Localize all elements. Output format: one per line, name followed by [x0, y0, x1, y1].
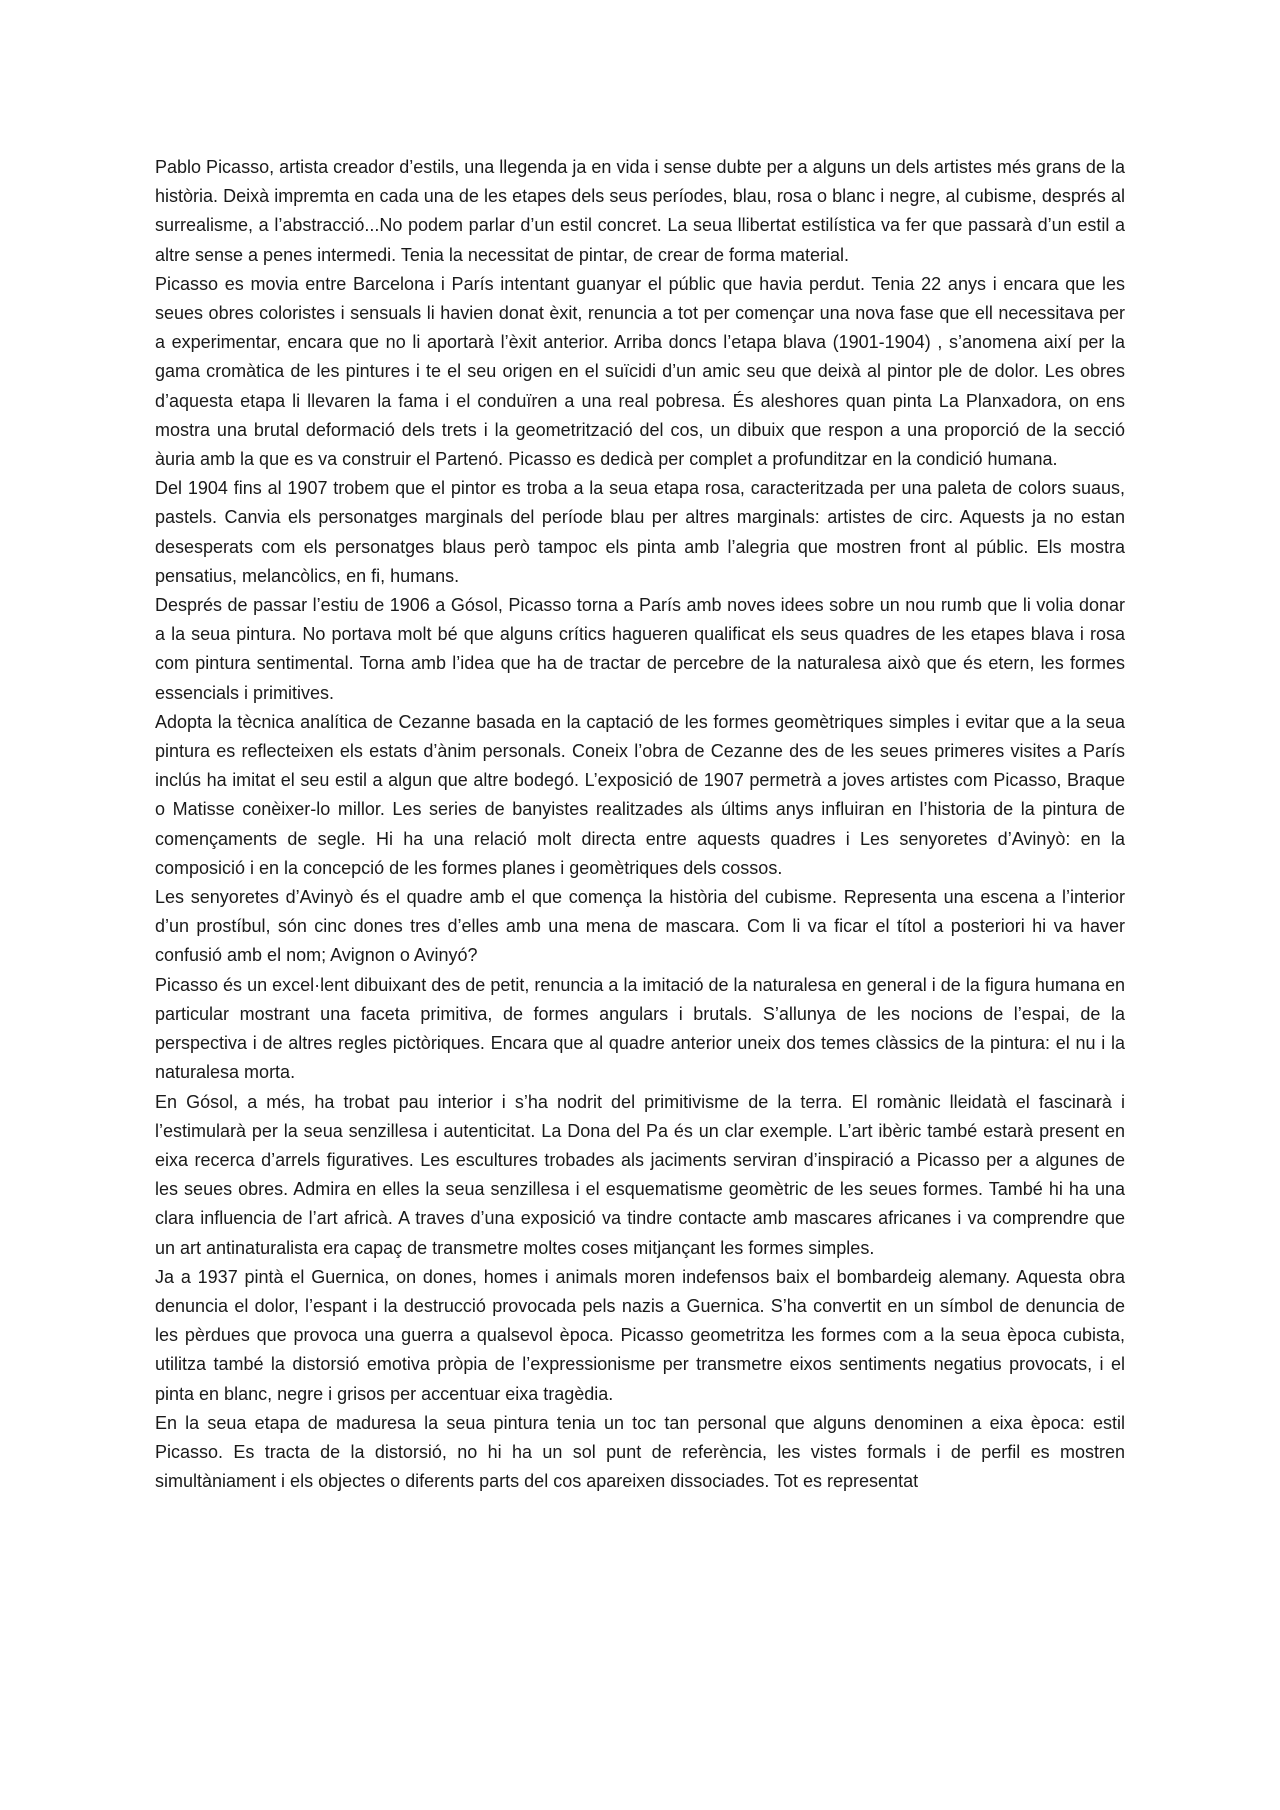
paragraph-intro: Pablo Picasso, artista creador d’estils, una llegenda ja en vida i sense dubte per a alguns un dels artistes més grans de la història. Deixà impremta en cada una de les etapes dels seus períodes, blau, rosa o blanc i negre, al cubisme, després al surrealisme, a l’abstracció...No podem parlar d’un estil concret. La seua llibertat estilística va fer que passarà d’un estil a altre sense a penes intermedi. Tenia la necessitat de pintar, de crear de forma material.: [155, 157, 1125, 265]
paragraph-gosol: Després de passar l’estiu de 1906 a Gósol, Picasso torna a París amb noves idees sobre un nou rumb que li volia donar a la seua pintura. No portava molt bé que alguns crítics hagueren qualificat els seus quadres de les etapes blava i rosa com pintura sentimental. Torna amb l’idea que ha de tractar de percebre de la naturalesa això que és etern, les formes essencials i primitives.: [155, 595, 1125, 703]
paragraph-cezanne: Adopta la tècnica analítica de Cezanne basada en la captació de les formes geomètriques simples i evitar que a la seua pintura es reflecteixen els estats d’ànim personals. Coneix l’obra de Cezanne des de les seues primeres visites a París inclús ha imitat el seu estil a algun que altre bodegó. L’exposició de 1907 permetrà a joves artistes com Picasso, Braque o Matisse conèixer-lo millor. Les series de banyistes realitzades als últims anys influiran en l’historia de la pintura de començaments de segle. Hi ha una relació molt directa entre aquests quadres i Les senyoretes d’Avinyò: en la composició i en la concepció de les formes planes i geomètriques dels cossos.: [155, 711, 1125, 878]
paragraph-maturity: En la seua etapa de maduresa la seua pintura tenia un toc tan personal que alguns denominen a eixa època: estil Picasso. Es tracta de la distorsió, no hi ha un sol punt de referència, les vistes formals i de perfil es mostren simultàniament i els objectes o diferents parts del cos apareixen dissociades. Tot es representat: [155, 1412, 1125, 1492]
document-body: [155, 153, 1125, 1496]
paragraph-avinyo: Les senyoretes d’Avinyò és el quadre amb el que comença la història del cubisme. Representa una escena a l’interior d’un prostíbul, són cinc dones tres d’elles amb una mena de mascara. Com li va ficar el títol a posteriori hi va haver confusió amb el nom; Avignon o Avinyó?: [155, 887, 1125, 966]
paragraph-primitivism: En Gósol, a més, ha trobat pau interior i s’ha nodrit del primitivisme de la terra. El romànic lleidatà el fascinarà i l’estimularà per la seua senzillesa i autenticitat. La Dona del Pa és un clar exemple. L’art ibèric també estarà present en eixa recerca d’arrels figuratives. Les escultures trobades als jaciments serviran d’inspiració a Picasso per a algunes de les seues obres. Admira en elles la seua senzillesa i el esquematisme geomètric de les seues formes. També hi ha una clara influencia de l’art africà. A traves d’una exposició va tindre contacte amb mascares africanes i va comprendre que un art antinaturalista era capaç de transmetre moltes coses mitjançant les formes simples.: [155, 1091, 1125, 1258]
paragraph-guernica: Ja a 1937 pintà el Guernica, on dones, homes i animals moren indefensos baix el bombardeig alemany. Aquesta obra denuncia el dolor, l’espant i la destrucció provocada pels nazis a Guernica. S’ha convertit en un símbol de denuncia de les pèrdues que provoca una guerra a qualsevol època. Picasso geometritza les formes com a la seua època cubista, utilitza també la distorsió emotiva pròpia de l’expressionisme per transmetre eixos sentiments negatius provocats, i el pinta en blanc, negre i grisos per accentuar eixa tragèdia.: [155, 1266, 1125, 1404]
paragraph-rose-period: Del 1904 fins al 1907 trobem que el pintor es troba a la seua etapa rosa, caracteritzada per una paleta de colors suaus, pastels. Canvia els personatges marginals del període blau per altres marginals: artistes de circ. Aquests ja no estan desesperats com els personatges blaus però tampoc els pinta amb l’alegria que mostren front al públic. Els mostra pensatius, melancòlics, en fi, humans.: [155, 478, 1125, 586]
paragraph-blue-period: Picasso es movia entre Barcelona i París intentant guanyar el públic que havia perdut. Tenia 22 anys i encara que les seues obres coloristes i sensuals li havien donat èxit, renuncia a tot per començar una nova fase que ell necessitava per a experimentar, encara que no li aportarà l’èxit anterior. Arriba doncs l’etapa blava (1901-1904) , s’anomena així per la gama cromàtica de les pintures i te el seu origen en el suïcidi d’un amic seu que deixà al pintor ple de dolor. Les obres d’aquesta etapa li llevaren la fama i el conduïren a una real pobresa. És aleshores quan pinta La Planxadora, on ens mostra una brutal deformació dels trets i la geometrització del cos, un dibuix que respon a una proporció de la secció àuria amb la que es va construir el Partenó. Picasso es dedicà per complet a profunditzar en la condició humana.: [155, 273, 1125, 470]
paragraph-draughtsman: Picasso és un excel·lent dibuixant des de petit, renuncia a la imitació de la naturalesa en general i de la figura humana en particular mostrant una faceta primitiva, de formes angulars i brutals. S’allunya de les nocions de l’espai, de la perspectiva i de altres regles pictòriques. Encara que al quadre anterior uneix dos temes clàssics de la pintura: el nu i la naturalesa morta.: [155, 974, 1125, 1083]
